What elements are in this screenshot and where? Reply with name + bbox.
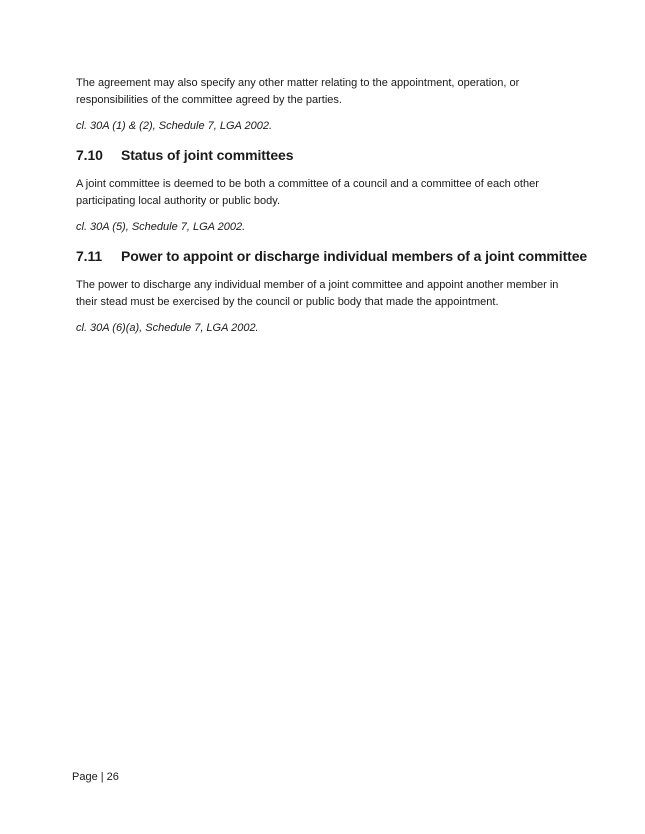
section-heading-7-10	[76, 146, 293, 164]
citation: cl. 30A (6)(a), Schedule 7, LGA 2002.	[76, 322, 259, 334]
section-title: Power to appoint or discharge individual members of a joint committee	[121, 248, 588, 264]
paragraph-power: The power to discharge any individual member of a joint committee and appoint another member in their stead must be exercised by the council or public body that made the appointment.	[76, 279, 559, 308]
paragraph-status: A joint committee is deemed to be both a committee of a council and a committee of each other participating local authority or public body.	[76, 178, 539, 207]
section-title: Status of joint committees	[121, 147, 294, 163]
citation: cl. 30A (5), Schedule 7, LGA 2002.	[76, 221, 246, 233]
section-heading-7-11	[76, 247, 587, 265]
citation: cl. 30A (1) & (2), Schedule 7, LGA 2002.	[76, 120, 273, 132]
paragraph-agreement: The agreement may also specify any other matter relating to the appointment, operation, or responsibilities of the committee agreed by the parties.	[76, 77, 520, 106]
page-number: Page | 26	[72, 771, 119, 783]
section-number: 7.10	[76, 147, 103, 163]
section-number: 7.11	[76, 248, 103, 264]
